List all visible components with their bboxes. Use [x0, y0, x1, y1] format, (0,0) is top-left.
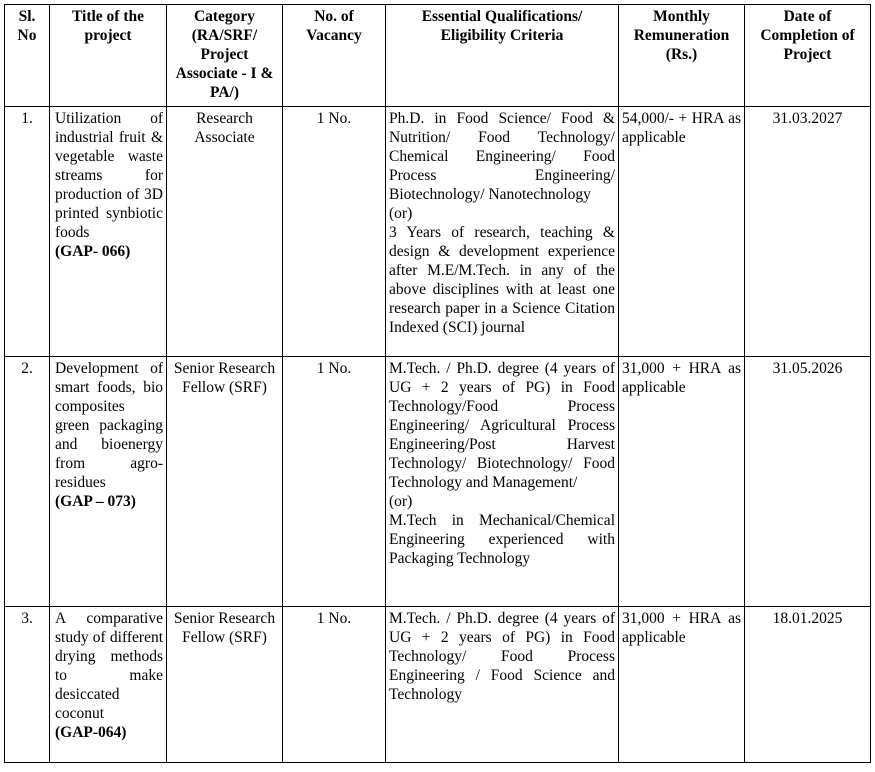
table-row — [5, 357, 871, 607]
row-vacancy: 1 No. — [283, 357, 386, 607]
header-completion: Date of Completion of Project — [745, 5, 871, 107]
qualification-or: (or) — [389, 493, 413, 510]
row-qualifications — [386, 107, 619, 357]
qualification-primary: M.Tech. / Ph.D. degree (4 years of UG + 2 years of PG) in Food Technology/Food Process Engineering/ Agricultural Process Engineering/Post Harvest Technology/ Biotechnology/ Food Technology and Management/ — [389, 360, 615, 491]
row-category: Research Associate — [167, 107, 283, 357]
header-row — [5, 5, 871, 107]
project-code: (GAP-064) — [55, 724, 127, 741]
qualification-alternative: M.Tech in Mechanical/Chemical Engineering experienced with Packaging Technology — [389, 512, 615, 567]
row-qualifications — [386, 607, 619, 763]
row-remuneration: 54,000/- + HRA as applicable — [619, 107, 745, 357]
row-project-title — [50, 107, 167, 357]
qualification-alternative: 3 Years of research, teaching & design & development experience after M.E/M.Tech. in any of the above disciplines with at least one research paper in a Science Citation Indexed (SCI) journal — [389, 224, 615, 336]
header-category: Category (RA/SRF/ Project Associate - I & PA/) — [167, 5, 283, 107]
row-completion-date: 31.03.2027 — [745, 107, 871, 357]
header-remuneration: Monthly Remuneration (Rs.) — [619, 5, 745, 107]
row-vacancy: 1 No. — [283, 607, 386, 763]
project-title-text: A comparative study of different drying methods to make desiccated coconut — [55, 610, 163, 722]
row-project-title — [50, 607, 167, 763]
project-title-text: Utilization of industrial fruit & vegetable waste streams for production of 3D printed synbiotic foods — [55, 110, 163, 241]
qualification-primary: M.Tech. / Ph.D. degree (4 years of UG + 2 years of PG) in Food Technology/ Food Process Engineering / Food Science and Technology — [389, 610, 615, 703]
header-title: Title of the project — [50, 5, 167, 107]
row-remuneration: 31,000 + HRA as applicable — [619, 607, 745, 763]
row-completion-date: 18.01.2025 — [745, 607, 871, 763]
header-vacancy: No. of Vacancy — [283, 5, 386, 107]
row-category: Senior Research Fellow (SRF) — [167, 357, 283, 607]
project-code: (GAP – 073) — [55, 493, 136, 510]
table-row — [5, 607, 871, 763]
header-sl-no: Sl. No — [5, 5, 50, 107]
row-remuneration: 31,000 + HRA as applicable — [619, 357, 745, 607]
row-qualifications — [386, 357, 619, 607]
row-sl-no: 3. — [5, 607, 50, 763]
row-vacancy: 1 No. — [283, 107, 386, 357]
header-qualifications: Essential Qualifications/ Eligibility Criteria — [386, 5, 619, 107]
qualification-or: (or) — [389, 205, 413, 222]
row-project-title — [50, 357, 167, 607]
row-completion-date: 31.05.2026 — [745, 357, 871, 607]
row-category: Senior Research Fellow (SRF) — [167, 607, 283, 763]
project-code: (GAP- 066) — [55, 243, 131, 260]
row-sl-no: 2. — [5, 357, 50, 607]
row-sl-no: 1. — [5, 107, 50, 357]
project-title-text: Development of smart foods, bio composites green packaging and bioenergy from agro- residues — [55, 360, 163, 491]
qualification-primary: Ph.D. in Food Science/ Food & Nutrition/ Food Technology/ Chemical Engineering/ Food Process Engineering/ Biotechnology/ Nanotechnology — [389, 110, 615, 203]
table-row — [5, 107, 871, 357]
recruitment-table — [4, 4, 871, 763]
